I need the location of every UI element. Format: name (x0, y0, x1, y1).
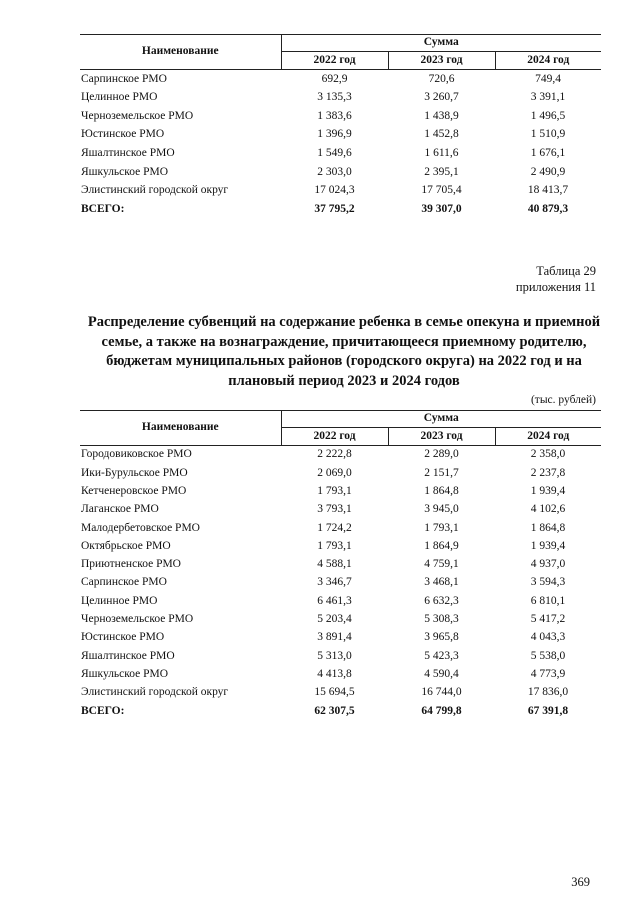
table-row (80, 684, 601, 702)
header-year: 2022 год (281, 52, 388, 70)
table-row (80, 666, 601, 684)
row-name: Городовиковское РМО (81, 448, 192, 461)
row-value: 4 937,0 (530, 558, 566, 571)
row-name: Целинное РМО (81, 91, 158, 104)
row-value: 3 793,1 (317, 503, 352, 516)
row-value: 15 694,5 (314, 686, 355, 699)
row-value: 1 549,6 (317, 146, 352, 159)
row-name: Яшалтинское РМО (81, 146, 175, 159)
row-value: 5 203,4 (317, 613, 352, 626)
row-name: Приютненское РМО (81, 558, 181, 571)
table-row (80, 592, 601, 610)
table-row (80, 107, 601, 126)
row-value: 3 945,0 (424, 503, 459, 516)
row-value: 5 417,2 (530, 613, 566, 626)
row-value: 3 965,8 (424, 631, 459, 644)
row-value: 3 468,1 (424, 576, 459, 589)
total-value: 62 307,5 (314, 704, 355, 717)
table-row (80, 163, 601, 182)
header-year: 2024 год (495, 52, 601, 70)
row-value: 1 724,2 (317, 521, 352, 534)
row-name: Черноземельское РМО (81, 109, 194, 122)
row-value: 3 346,7 (317, 576, 352, 589)
row-value: 2 289,0 (424, 448, 459, 461)
row-value: 2 490,9 (530, 165, 566, 178)
row-value: 1 864,9 (424, 539, 459, 552)
table-row (80, 611, 601, 629)
row-value: 4 043,3 (530, 631, 566, 644)
row-value: 5 538,0 (530, 649, 566, 662)
row-value: 1 793,1 (317, 484, 352, 497)
row-value: 5 308,3 (424, 613, 459, 626)
header-name: Наименование (80, 35, 281, 70)
row-value: 1 864,8 (424, 484, 459, 497)
row-value: 6 632,3 (424, 594, 459, 607)
row-value: 692,9 (321, 72, 348, 85)
table-row (80, 70, 601, 89)
row-value: 720,6 (428, 72, 455, 85)
table-row (80, 574, 601, 592)
row-value: 3 891,4 (317, 631, 352, 644)
row-name: Сарпинское РМО (81, 72, 167, 85)
row-value: 1 611,6 (424, 146, 459, 159)
row-value: 749,4 (535, 72, 561, 85)
row-value: 3 260,7 (424, 91, 459, 104)
row-name: Черноземельское РМО (81, 613, 194, 626)
row-name: Сарпинское РМО (81, 576, 167, 589)
table-row (80, 629, 601, 647)
row-name: Малодербетовское РМО (81, 521, 200, 534)
row-value: 1 864,8 (530, 521, 566, 534)
total-label: ВСЕГО: (81, 704, 125, 717)
table-1 (80, 34, 601, 219)
header-sum: Сумма (281, 35, 601, 52)
total-value: 64 799,8 (421, 704, 462, 717)
row-name: Яшалтинское РМО (81, 649, 175, 662)
row-name: Кетченеровское РМО (81, 484, 187, 497)
table-number: Таблица 29 (536, 264, 596, 278)
table-row (80, 556, 601, 574)
total-value: 40 879,3 (527, 202, 569, 215)
row-value: 2 303,0 (317, 165, 352, 178)
header-year: 2024 год (495, 428, 601, 446)
table-caption (516, 263, 596, 295)
table-row (80, 446, 601, 465)
row-name: Элистинский городской округ (81, 686, 229, 699)
row-name: Элистинский городской округ (81, 184, 229, 197)
units-label: (тыс. рублей) (530, 394, 596, 406)
total-row (80, 200, 601, 219)
row-value: 1 510,9 (530, 128, 566, 141)
row-value: 1 383,6 (317, 109, 352, 122)
page-number: 369 (571, 875, 590, 889)
total-value: 37 795,2 (314, 202, 355, 215)
table-row (80, 647, 601, 665)
row-value: 4 588,1 (317, 558, 352, 571)
row-value: 4 773,9 (530, 667, 566, 680)
header-year: 2023 год (388, 428, 495, 446)
row-value: 1 793,1 (317, 539, 352, 552)
row-name: Ики-Бурульское РМО (81, 466, 188, 479)
row-value: 1 676,1 (530, 146, 566, 159)
row-value: 17 024,3 (314, 184, 355, 197)
row-name: Яшкульское РМО (81, 667, 169, 680)
row-value: 6 461,3 (317, 594, 352, 607)
table-row (80, 483, 601, 501)
row-value: 5 423,3 (424, 649, 459, 662)
table-row (80, 519, 601, 537)
row-value: 1 452,8 (424, 128, 459, 141)
row-value: 2 395,1 (424, 165, 459, 178)
table-row (80, 144, 601, 163)
table-row (80, 537, 601, 555)
header-sum: Сумма (281, 411, 601, 428)
table-2 (80, 410, 601, 720)
row-value: 18 413,7 (527, 184, 569, 197)
row-value: 4 102,6 (530, 503, 566, 516)
row-value: 17 836,0 (527, 686, 569, 699)
row-value: 5 313,0 (317, 649, 352, 662)
row-value: 1 496,5 (530, 109, 566, 122)
row-value: 1 793,1 (424, 521, 459, 534)
row-value: 2 237,8 (530, 466, 566, 479)
header-year: 2022 год (281, 428, 388, 446)
row-value: 16 744,0 (421, 686, 462, 699)
table-1-body (80, 70, 601, 219)
appendix-reference: приложения 11 (515, 280, 596, 294)
row-value: 2 151,7 (424, 466, 459, 479)
row-name: Лаганское РМО (81, 503, 159, 516)
row-value: 3 594,3 (530, 576, 566, 589)
table-heading: Распределение субвенций на содержание ребенка в семье опекуна и приемной семье, а также на вознаграждение, причитающееся приемному родителю, бюджетам муниципальных районов (городского округа) на 2022 год и на плановый период 2023 и 2024 годов (87, 314, 601, 389)
row-value: 1 438,9 (424, 109, 459, 122)
row-name: Юстинское РМО (81, 128, 165, 141)
row-value: 1 396,9 (317, 128, 352, 141)
row-value: 2 069,0 (317, 466, 352, 479)
row-value: 17 705,4 (421, 184, 462, 197)
row-value: 1 939,4 (530, 539, 566, 552)
row-value: 6 810,1 (530, 594, 566, 607)
table-row (80, 126, 601, 145)
table-row (80, 89, 601, 108)
row-value: 3 391,1 (530, 91, 566, 104)
row-value: 4 413,8 (317, 667, 352, 680)
row-value: 4 759,1 (424, 558, 459, 571)
header-year: 2023 год (388, 52, 495, 70)
row-value: 2 358,0 (530, 448, 566, 461)
row-name: Юстинское РМО (81, 631, 165, 644)
row-name: Целинное РМО (81, 594, 158, 607)
row-name: Яшкульское РМО (81, 165, 169, 178)
row-value: 3 135,3 (317, 91, 352, 104)
total-value: 39 307,0 (421, 202, 462, 215)
total-row (80, 702, 601, 720)
row-name: Октябрьское РМО (81, 539, 171, 552)
total-label: ВСЕГО: (81, 202, 125, 215)
table-row (80, 182, 601, 201)
header-name: Наименование (80, 411, 281, 446)
table-2-body (80, 446, 601, 721)
total-value: 67 391,8 (527, 704, 569, 717)
table-row (80, 464, 601, 482)
row-value: 1 939,4 (530, 484, 566, 497)
row-value: 4 590,4 (424, 667, 459, 680)
row-value: 2 222,8 (317, 448, 352, 461)
table-row (80, 501, 601, 519)
